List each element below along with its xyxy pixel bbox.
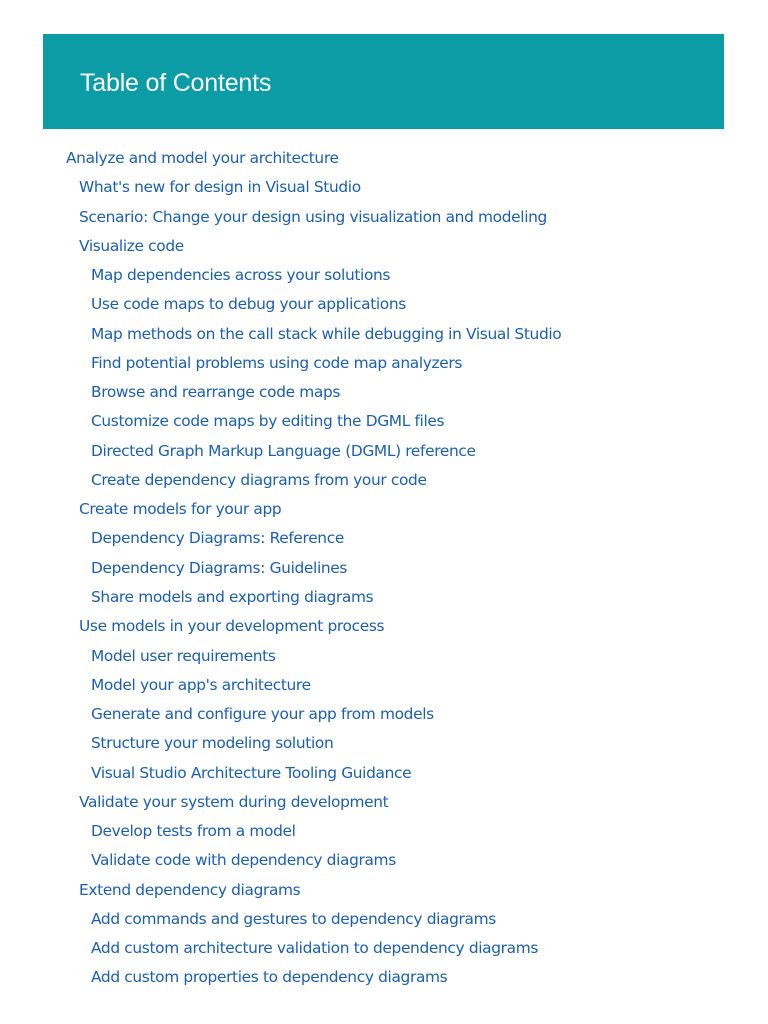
toc-link[interactable]: Use models in your development process bbox=[79, 617, 385, 636]
toc-item bbox=[0, 933, 768, 962]
toc-link[interactable]: Model user requirements bbox=[91, 646, 276, 665]
toc-link[interactable]: Model your app's architecture bbox=[91, 675, 311, 694]
toc-item bbox=[0, 670, 768, 699]
toc-link[interactable]: Validate code with dependency diagrams bbox=[91, 851, 396, 870]
toc-item bbox=[0, 523, 768, 552]
toc-item bbox=[0, 641, 768, 670]
toc-link[interactable]: Add commands and gestures to dependency diagrams bbox=[91, 909, 496, 928]
toc-item bbox=[0, 377, 768, 406]
toc-link[interactable]: Share models and exporting diagrams bbox=[91, 587, 374, 606]
toc-link[interactable]: Directed Graph Markup Language (DGML) reference bbox=[91, 441, 476, 460]
toc-list bbox=[0, 143, 768, 992]
toc-item bbox=[0, 787, 768, 816]
toc-item bbox=[0, 845, 768, 874]
toc-link[interactable]: Extend dependency diagrams bbox=[79, 880, 301, 899]
toc-item bbox=[0, 231, 768, 260]
toc-item bbox=[0, 465, 768, 494]
toc-link[interactable]: Develop tests from a model bbox=[91, 822, 296, 841]
toc-link[interactable]: Structure your modeling solution bbox=[91, 734, 334, 753]
toc-item bbox=[0, 728, 768, 757]
toc-item bbox=[0, 406, 768, 435]
toc-link[interactable]: Dependency Diagrams: Reference bbox=[91, 529, 344, 548]
toc-link[interactable]: Visualize code bbox=[79, 236, 184, 255]
toc-item bbox=[0, 553, 768, 582]
toc-item bbox=[0, 348, 768, 377]
toc-item bbox=[0, 962, 768, 991]
toc-link[interactable]: Customize code maps by editing the DGML files bbox=[91, 412, 445, 431]
toc-item bbox=[0, 611, 768, 640]
toc-item bbox=[0, 143, 768, 172]
toc-item bbox=[0, 758, 768, 787]
toc-link[interactable]: Create dependency diagrams from your code bbox=[91, 470, 427, 489]
toc-link[interactable]: Analyze and model your architecture bbox=[66, 149, 339, 167]
toc-link[interactable]: Browse and rearrange code maps bbox=[91, 383, 341, 402]
toc-link[interactable]: Visual Studio Architecture Tooling Guidance bbox=[91, 763, 412, 782]
toc-item bbox=[0, 904, 768, 933]
toc-item bbox=[0, 582, 768, 611]
toc-link[interactable]: Find potential problems using code map analyzers bbox=[91, 353, 463, 372]
toc-item bbox=[0, 289, 768, 318]
toc-item bbox=[0, 875, 768, 904]
toc-item bbox=[0, 172, 768, 201]
toc-link[interactable]: Generate and configure your app from models bbox=[91, 705, 434, 724]
toc-link[interactable]: Add custom architecture validation to dependency diagrams bbox=[91, 939, 539, 958]
toc-item bbox=[0, 816, 768, 845]
toc-link[interactable]: Create models for your app bbox=[79, 500, 282, 519]
toc-link[interactable]: Map methods on the call stack while debugging in Visual Studio bbox=[91, 324, 562, 343]
toc-item bbox=[0, 319, 768, 348]
toc-link[interactable]: Validate your system during development bbox=[79, 792, 389, 811]
page-title: Table of Contents bbox=[80, 69, 272, 97]
header-banner bbox=[43, 34, 724, 129]
toc-item bbox=[0, 202, 768, 231]
toc-item bbox=[0, 494, 768, 523]
toc-link[interactable]: What's new for design in Visual Studio bbox=[79, 178, 361, 197]
toc-link[interactable]: Add custom properties to dependency diagrams bbox=[91, 968, 448, 987]
toc-item bbox=[0, 436, 768, 465]
toc-link[interactable]: Scenario: Change your design using visualization and modeling bbox=[79, 207, 547, 226]
toc-item bbox=[0, 260, 768, 289]
toc-link[interactable]: Use code maps to debug your applications bbox=[91, 295, 406, 314]
toc-link[interactable]: Map dependencies across your solutions bbox=[91, 266, 391, 285]
toc-link[interactable]: Dependency Diagrams: Guidelines bbox=[91, 558, 348, 577]
toc-item bbox=[0, 699, 768, 728]
